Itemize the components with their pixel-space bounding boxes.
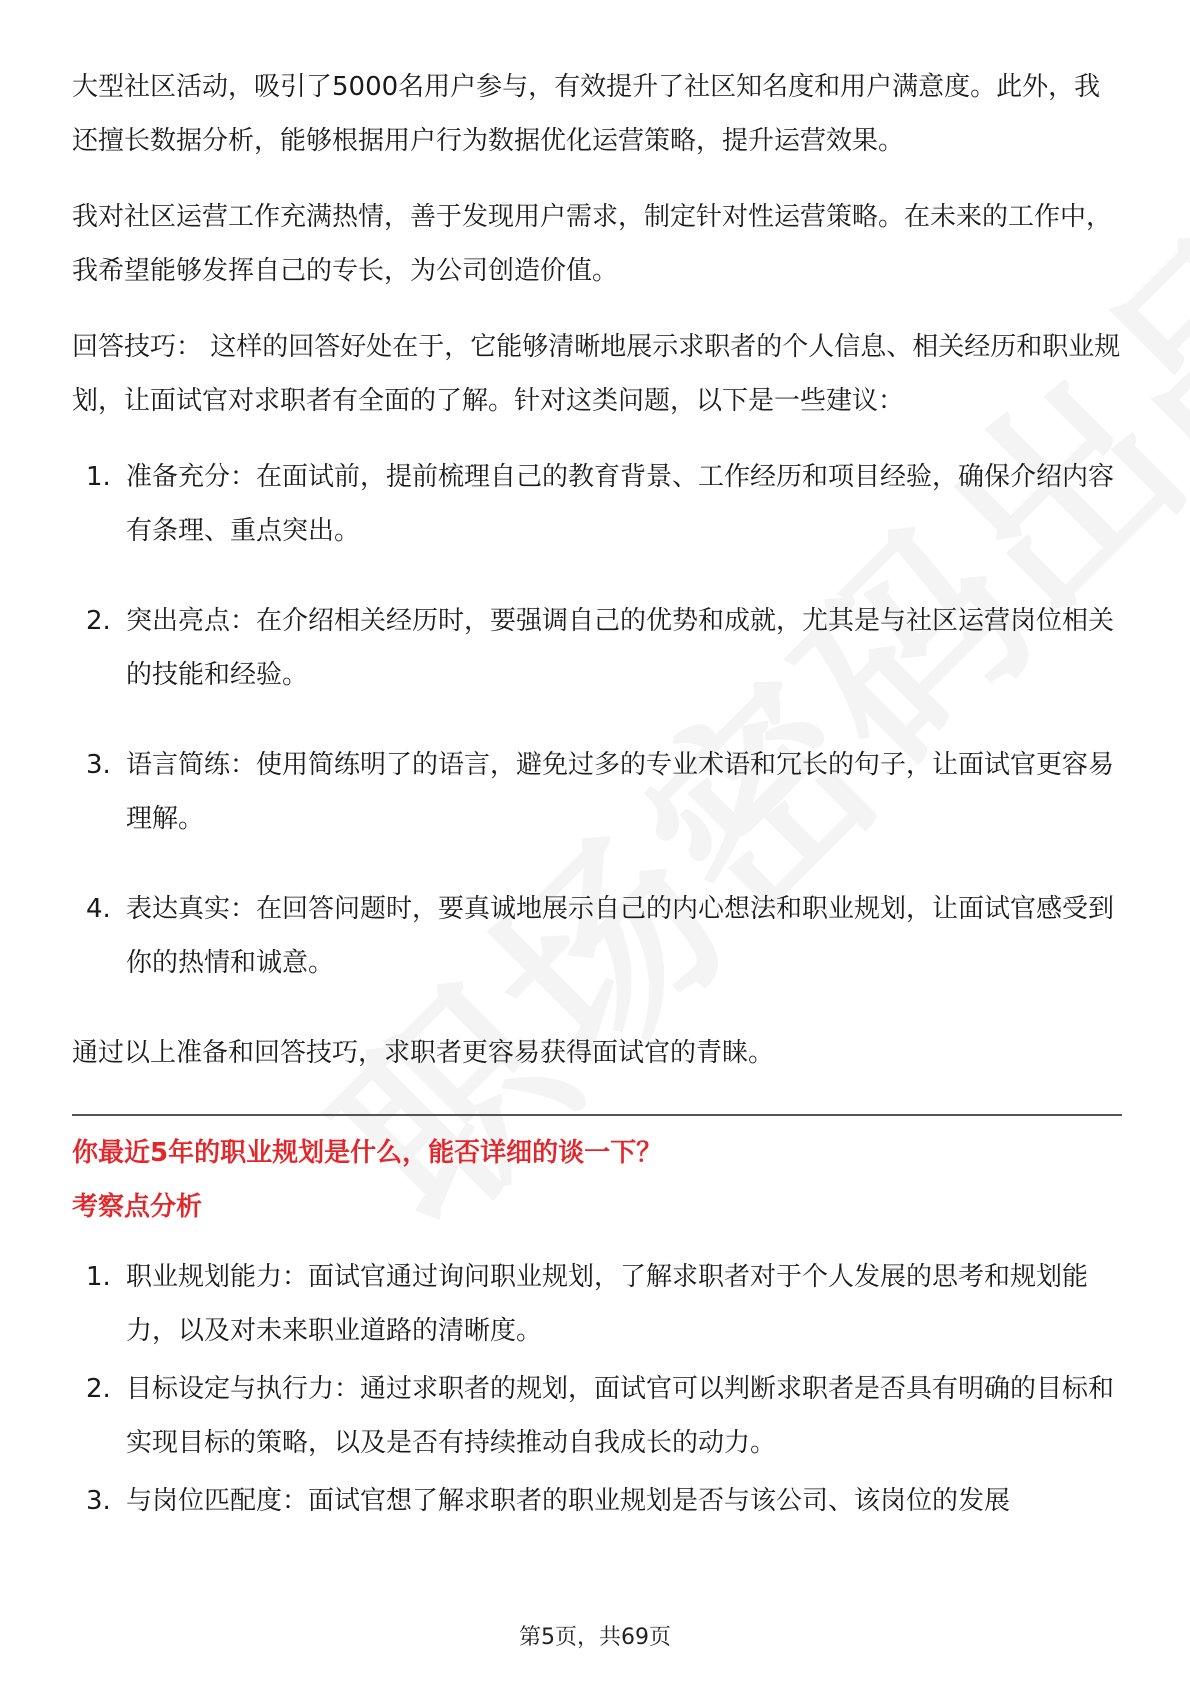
intro-paragraph-1: 大型社区活动，吸引了5000名用户参与，有效提升了社区知名度和用户满意度。此外，我还擅长数据分析，能够根据用户行为数据优化运营策略，提升运营效果。 xyxy=(72,72,1101,156)
list-number: 1. xyxy=(86,1262,111,1292)
list-item-text: 与岗位匹配度：面试官想了解求职者的职业规划是否与该公司、该岗位的发展 xyxy=(126,1486,1011,1516)
page-content xyxy=(72,60,1122,1532)
list-number: 1. xyxy=(86,462,111,492)
list-item-text: 职业规划能力：面试官通过询问职业规划，了解求职者对于个人发展的思考和规划能力，以及对未来职业道路的清晰度。 xyxy=(126,1262,1089,1346)
question-heading: 你最近5年的职业规划是什么，能否详细的谈一下？ xyxy=(72,1138,663,1168)
list-number: 3. xyxy=(86,1486,111,1516)
list-item-text: 目标设定与执行力：通过求职者的规划，面试官可以判断求职者是否具有明确的目标和实现目标的策略，以及是否有持续推动自我成长的动力。 xyxy=(126,1374,1115,1458)
closing-paragraph: 通过以上准备和回答技巧，求职者更容易获得面试官的青睐。 xyxy=(72,1038,775,1068)
list-item xyxy=(72,594,1122,702)
list-item xyxy=(72,882,1122,990)
analysis-heading: 考察点分析 xyxy=(72,1192,203,1222)
section-divider xyxy=(72,1114,1122,1116)
answer-tips-paragraph: 回答技巧： 这样的回答好处在于，它能够清晰地展示求职者的个人信息、相关经历和职业规划，让面试官对求职者有全面的了解。针对这类问题，以下是一些建议： xyxy=(72,332,1121,416)
list-item xyxy=(72,1362,1122,1470)
list-item-text: 语言简练：使用简练明了的语言，避免过多的专业术语和冗长的句子，让面试官更容易理解。 xyxy=(126,750,1115,834)
list-item xyxy=(72,450,1122,558)
list-number: 2. xyxy=(86,606,111,636)
list-item-text: 表达真实：在回答问题时，要真诚地展示自己的内心想法和职业规划，让面试官感受到你的热情和诚意。 xyxy=(126,894,1115,978)
tips-list xyxy=(72,450,1122,990)
list-item-text: 突出亮点：在介绍相关经历时，要强调自己的优势和成就，尤其是与社区运营岗位相关的技能和经验。 xyxy=(126,606,1115,690)
list-number: 4. xyxy=(86,894,111,924)
list-number: 3. xyxy=(86,750,111,780)
intro-paragraph-2: 我对社区运营工作充满热情，善于发现用户需求，制定针对性运营策略。在未来的工作中，我希望能够发挥自己的专长，为公司创造价值。 xyxy=(72,202,1113,286)
list-item xyxy=(72,1250,1122,1358)
page-footer: 第5页，共69页 xyxy=(519,1625,671,1650)
list-item xyxy=(72,738,1122,846)
list-item xyxy=(72,1474,1122,1528)
list-item-text: 准备充分：在面试前，提前梳理自己的教育背景、工作经历和项目经验，确保介绍内容有条理、重点突出。 xyxy=(126,462,1115,546)
list-number: 2. xyxy=(86,1374,111,1404)
analysis-list xyxy=(72,1250,1122,1528)
